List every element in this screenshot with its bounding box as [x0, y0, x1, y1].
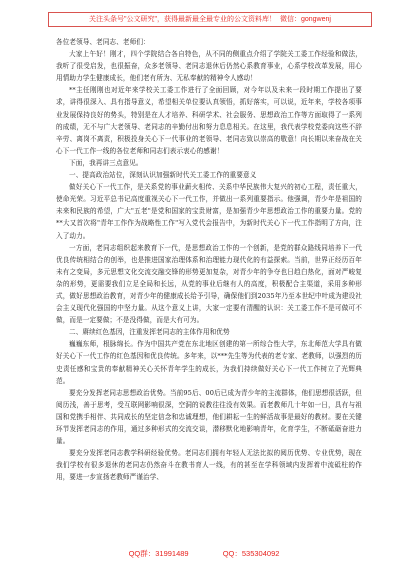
section-heading: 二、赓续红色基因，注重发挥老同志的主体作用和优势 — [69, 328, 230, 337]
paragraph: 要充分发挥老同志思想政治优势。当前95后、00后已成为青少年的主流群体，他们思想很活跃，但阅历浅，善于思考，受互联网影响很深，空洞的说教往往没有效果。而老教师几十年如一日，具有与祖国和党携手相伴、共同成长的坚定信念和忠诚理想，他们耕耘一生的鲜活故事是最好的教材。要在关键环节发挥老同志的作用，通过多种形式的交流交谈，潜移默化地影响青年，化育学生，不断砥砺奋进力量。 — [56, 388, 362, 446]
footer-qq: QQ：535304092 — [222, 549, 280, 558]
document-body — [56, 36, 362, 483]
salutation: 各位老领导、老同志、老师们： — [56, 38, 150, 46]
header-banner — [48, 12, 372, 27]
banner-promo-text: 关注头条号"公文研究"，获得最新最全最专业的公文资料库！ — [89, 16, 277, 23]
paragraph: 要充分发挥老同志教学科研经验优势。老同志们拥有年轻人无法比拟的阅历优势、专业优势，现在我们学校有很多退休的老同志仍然奋斗在教书育人一线，有的甚至在学科领域内发挥着中流砥柱的作用，要进一步宣扬老教师严谨治学、 — [56, 449, 362, 482]
banner-wechat-text: 微信：gongwenj — [279, 16, 331, 23]
paragraph: 做好关心下一代工作，是关系党的事业薪火相传、关系中华民族伟大复兴的初心工程，责任重大，使命光荣。习近平总书记高度重视关心下一代工作，并做出一系列重要指示。他强调，青少年是祖国的未来和民族的希望，广大"五老"是党和国家的宝贵财富，是加强青少年思想政治工作的重要力量。党的**大又首次将"青年工作作为战略性工作"写入党代会报告中，为新时代关心下一代工作指明了方向，注入了动力。 — [56, 183, 362, 240]
paragraph: 巍巍东师，根脉绵长。作为中国共产党在东北地区创建的第一所综合性大学，东北师范大学具有做好关心下一代工作的红色基因和优良传统。多年来，以***先生等为代表的老专家、老教师，以强烈的历史责任感和宝贵的奉献精神关心关怀青年学生的成长，为我们持续做好关心下一代工作树立了光辉典范。 — [56, 340, 362, 385]
paragraph: 下面，我再讲三点意见。 — [69, 158, 143, 167]
paragraph: **主任刚刚也对近年来学校关工委工作进行了全面回顾，对今年以及未来一段时期工作提出了要求，讲得很深入、具有指导意义，希望相关单位要认真领悟，抓好落实，可以说，近年来，学校各项事业发展保持良好的势头，特别是在人才培养、科研学术、社会服务、思想政治工作等方面取得了一系列的成绩，无不与广大老领导、老同志的辛勤付出和努力息息相关。在这里，我代表学校党委向这些不辞辛劳、离岗不离责，积极投身关心下一代事业的老领导、老同志致以崇高的敬意！向长期以来奋战在关心下一代工作一线的各位老师和同志们表示衷心的感谢！ — [56, 86, 362, 155]
paragraph: 大家上午好！刚才，四个学院结合各自特色，从不同的侧重点介绍了学院关工委工作经验和做法，我听了很受启发，也很振奋，众多老领导、老同志退休后仍然心系教育事业，心系学校改革发展，用心用情助力学生健康成长，他们老有所为、无私奉献的精神令人感动！ — [56, 50, 362, 83]
section-heading: 一、提高政治站位，深刻认识加强新时代关工委工作的重要意义 — [69, 171, 257, 180]
footer-qq-group: QQ群：31991489 — [128, 549, 189, 558]
footer-contact — [0, 548, 408, 559]
paragraph: 一方面，老同志组织起来教育下一代，是思想政治工作的一个创新，是党的群众路线同培养下一代优良传统相结合的创举，也是推进国家治理体系和治理能力现代化的有益探索。当前，世界正经历百年未有之变局，多元思想文化交流交融交锋的形势更加复杂，对青少年的争夺也日趋白热化，面对严峻复杂的形势，更需要我们立足全局和长远，从党的事业后继有人的高度，积极配合主渠道，采用多种形式，做好思想政治教育，对青少年的健康成长给予引导，确保他们到2035年乃至本世纪中叶成为建设社会主义现代化强国的中坚力量。从这个意义上讲，大家一定要有清醒的认识：关工委工作不是可做可不做，而是一定要做；不是没得做，而是大有可为。 — [56, 243, 362, 325]
